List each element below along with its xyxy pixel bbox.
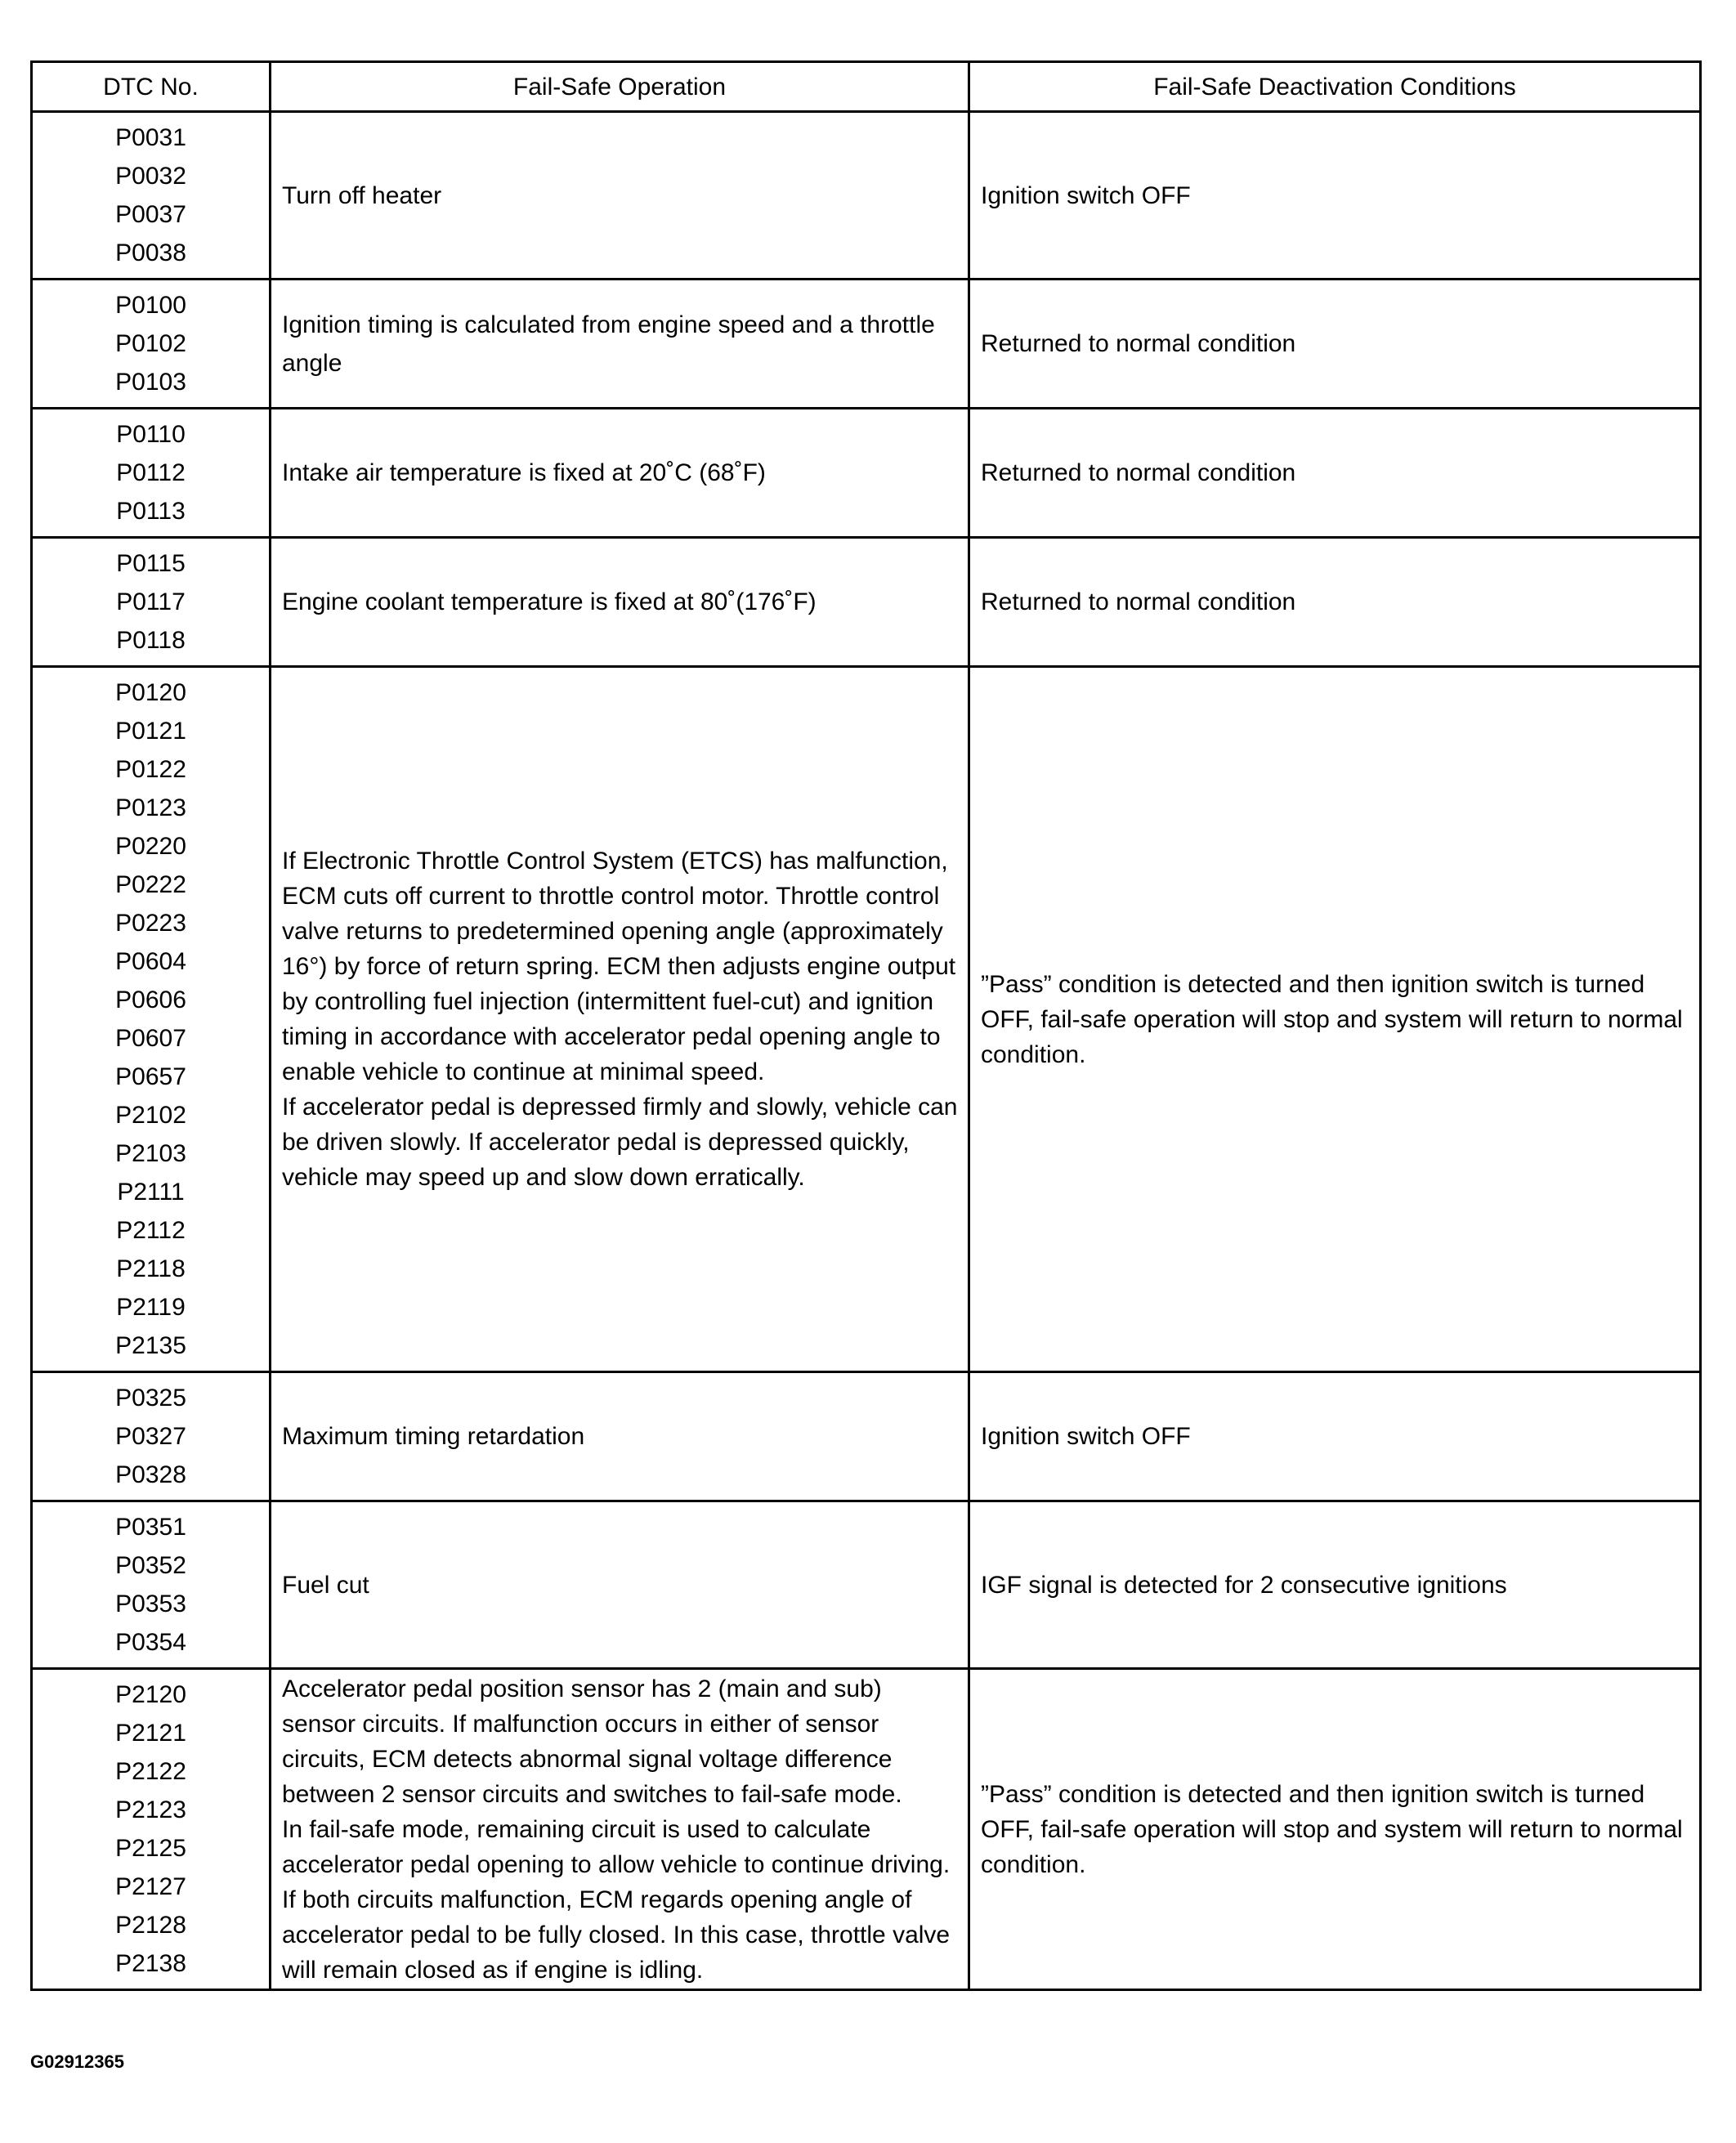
- dtc-code-list: [33, 539, 269, 665]
- header-fail-safe-operation: Fail-Safe Operation: [271, 62, 969, 112]
- dtc-code: P2122: [115, 1758, 186, 1785]
- dtc-code: P0220: [115, 833, 186, 860]
- dtc-code-list: [33, 1502, 269, 1667]
- dtc-code-list: [33, 668, 269, 1371]
- dtc-code: P0607: [115, 1025, 186, 1052]
- dtc-code: P2125: [115, 1835, 186, 1862]
- fail-safe-operation-cell: [271, 1501, 969, 1669]
- dtc-code: P0327: [115, 1423, 186, 1450]
- dtc-codes-cell: [32, 1372, 271, 1501]
- dtc-code-list: [33, 280, 269, 407]
- table-row: [32, 280, 1701, 409]
- dtc-code: P2102: [115, 1102, 186, 1129]
- dtc-code: P0118: [116, 627, 186, 654]
- table-row: [32, 538, 1701, 667]
- dtc-codes-cell: [32, 1669, 271, 1990]
- table-row: [32, 409, 1701, 538]
- fail-safe-operation-cell: [271, 112, 969, 280]
- dtc-codes-cell: [32, 409, 271, 538]
- table-row: [32, 112, 1701, 280]
- dtc-code: P2128: [115, 1912, 186, 1939]
- deactivation-condition-cell: [969, 1669, 1701, 1990]
- dtc-code: P2112: [116, 1217, 186, 1244]
- figure-id: G02912365: [30, 2051, 124, 2072]
- fail-safe-operation-cell: [271, 409, 969, 538]
- dtc-code: P0328: [115, 1461, 186, 1488]
- deactivation-text: IGF signal is detected for 2 consecutive ignitions: [981, 1571, 1507, 1599]
- dtc-code: P2111: [117, 1179, 185, 1206]
- dtc-code: P0120: [115, 679, 186, 706]
- deactivation-text: Returned to normal condition: [981, 588, 1296, 615]
- dtc-code: P0037: [115, 201, 186, 228]
- dtc-code: P2138: [115, 1950, 186, 1977]
- operation-text: In fail-safe mode, remaining circuit is used to calculate accelerator pedal opening to allow vehicle to continue driving.: [282, 1815, 951, 1878]
- dtc-codes-cell: [32, 538, 271, 667]
- dtc-code: P0100: [115, 292, 186, 319]
- dtc-code: P2123: [115, 1796, 186, 1823]
- deactivation-condition-cell: [969, 112, 1701, 280]
- dtc-code: P0123: [115, 794, 186, 821]
- table-row: [32, 1669, 1701, 1990]
- dtc-code: P0604: [115, 948, 186, 975]
- operation-text: If Electronic Throttle Control System (ETCS) has malfunction, ECM cuts off current to throttle control motor. Throttle control valve returns to predetermined opening angle (approximately 16°) by force of return spring. ECM then adjusts engine output by controlling fuel injection (intermittent fuel-cut) and ignition timing in accordance with accelerator pedal opening angle to enable vehicle to continue at minimal speed.: [282, 848, 956, 1085]
- header-dtc-no: DTC No.: [32, 62, 271, 112]
- dtc-code: P0117: [116, 588, 186, 615]
- deactivation-text: ”Pass” condition is detected and then ignition switch is turned OFF, fail-safe operation will stop and system will return to normal condition.: [981, 970, 1683, 1068]
- dtc-code: P0351: [115, 1514, 186, 1541]
- dtc-code: P0352: [115, 1552, 186, 1579]
- operation-text: If accelerator pedal is depressed firmly and slowly, vehicle can be driven slowly. If accelerator pedal is depressed quickly, vehicle may speed up and slow down erratically.: [282, 1094, 958, 1191]
- deactivation-condition-cell: [969, 1372, 1701, 1501]
- deactivation-condition-cell: [969, 538, 1701, 667]
- operation-text: Accelerator pedal position sensor has 2 (main and sub) sensor circuits. If malfunction occurs in either of sensor circuits, ECM detects abnormal signal voltage difference between 2 sensor circuits and switches to fail-safe mode.: [282, 1675, 902, 1808]
- table-row: [32, 667, 1701, 1372]
- deactivation-condition-cell: [969, 1501, 1701, 1669]
- dtc-code: P0102: [115, 330, 186, 357]
- dtc-code: P2103: [115, 1140, 186, 1167]
- table-body: [32, 112, 1701, 1990]
- table-row: [32, 1501, 1701, 1669]
- deactivation-condition-cell: [969, 280, 1701, 409]
- table-row: [32, 1372, 1701, 1501]
- dtc-code-list: [33, 1373, 269, 1500]
- dtc-code: P2120: [115, 1681, 186, 1708]
- dtc-code: P0110: [116, 421, 186, 448]
- dtc-codes-cell: [32, 1501, 271, 1669]
- dtc-code: P0223: [115, 910, 186, 937]
- deactivation-text: Returned to normal condition: [981, 330, 1296, 357]
- fail-safe-operation-cell: [271, 667, 969, 1372]
- dtc-code: P0222: [115, 871, 186, 898]
- dtc-code: P0353: [115, 1590, 186, 1617]
- dtc-code: P2127: [115, 1873, 186, 1900]
- operation-text: Ignition timing is calculated from engine speed and a throttle angle: [282, 311, 935, 377]
- dtc-code: P0032: [115, 163, 186, 190]
- deactivation-text: Ignition switch OFF: [981, 181, 1191, 209]
- dtc-code: P0121: [115, 718, 186, 745]
- dtc-code: P0031: [115, 124, 186, 151]
- dtc-code: P0354: [115, 1629, 186, 1656]
- dtc-code: P0112: [116, 459, 186, 486]
- fail-safe-operation-cell: [271, 1372, 969, 1501]
- operation-text: Turn off heater: [282, 181, 442, 209]
- deactivation-text: Ignition switch OFF: [981, 1423, 1191, 1450]
- fail-safe-operation-cell: [271, 1669, 969, 1990]
- dtc-code: P0103: [115, 369, 186, 396]
- dtc-codes-cell: [32, 112, 271, 280]
- dtc-code: P2135: [115, 1332, 186, 1359]
- deactivation-condition-cell: [969, 667, 1701, 1372]
- deactivation-text: ”Pass” condition is detected and then ignition switch is turned OFF, fail-safe operation will stop and system will return to normal condition.: [981, 1780, 1683, 1878]
- dtc-code: P0038: [115, 239, 186, 266]
- dtc-codes-cell: [32, 667, 271, 1372]
- fail-safe-operation-cell: [271, 538, 969, 667]
- dtc-code: P2119: [116, 1294, 186, 1321]
- dtc-code: P0115: [116, 550, 186, 577]
- dtc-code-list: [33, 409, 269, 536]
- dtc-code: P2121: [115, 1720, 186, 1747]
- dtc-code: P0113: [116, 498, 186, 525]
- operation-text: Fuel cut: [282, 1571, 369, 1599]
- fail-safe-operation-cell: [271, 280, 969, 409]
- operation-text: Engine coolant temperature is fixed at 80˚(176˚F): [282, 588, 817, 615]
- dtc-code: P0325: [115, 1385, 186, 1412]
- table-header-row: [32, 62, 1701, 112]
- dtc-code-list: [33, 113, 269, 278]
- dtc-code-list: [33, 1670, 269, 1989]
- dtc-code: P0122: [115, 756, 186, 783]
- dtc-codes-cell: [32, 280, 271, 409]
- operation-text: If both circuits malfunction, ECM regards opening angle of accelerator pedal to be fully closed. In this case, throttle valve will remain closed as if engine is idling.: [282, 1886, 951, 1984]
- fail-safe-table: [30, 60, 1702, 1991]
- deactivation-text: Returned to normal condition: [981, 459, 1296, 486]
- dtc-code: P0657: [115, 1063, 186, 1090]
- operation-text: Maximum timing retardation: [282, 1423, 585, 1450]
- operation-text: Intake air temperature is fixed at 20˚C (68˚F): [282, 459, 766, 486]
- deactivation-condition-cell: [969, 409, 1701, 538]
- dtc-code: P2118: [116, 1255, 186, 1282]
- dtc-code: P0606: [115, 986, 186, 1013]
- header-deactivation-conditions: Fail-Safe Deactivation Conditions: [969, 62, 1701, 112]
